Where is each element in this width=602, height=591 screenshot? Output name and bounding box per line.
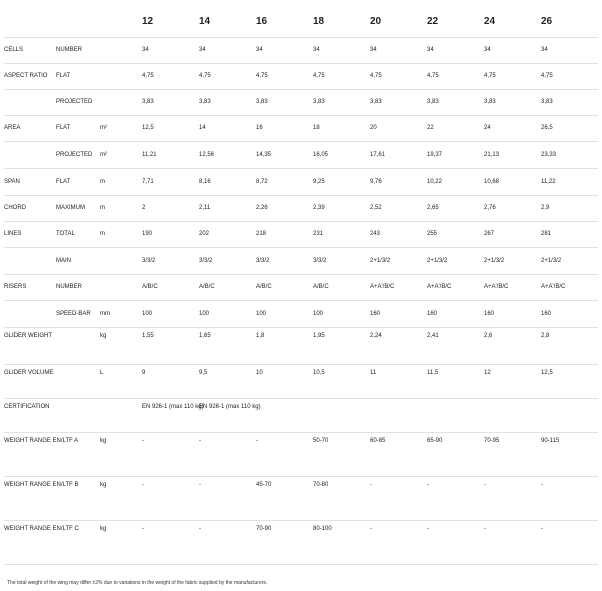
table-cell: 12,56 [199, 142, 256, 169]
row-sub-label: NUMBER [56, 38, 98, 64]
table-cell: 3,83 [370, 90, 427, 116]
table-cell: 10,68 [484, 169, 541, 196]
table-cell: 4,75 [142, 64, 199, 90]
table-cell: 90-115 [541, 433, 598, 477]
table-cell: A/B/C [199, 275, 256, 301]
table-row [4, 222, 598, 248]
row-group-label [4, 142, 56, 169]
table-cell: 281 [541, 222, 598, 248]
table-cell: 10 [256, 365, 313, 399]
table-cell: - [142, 521, 199, 565]
table-cell: - [484, 477, 541, 521]
row-unit: kg [98, 521, 142, 565]
table-cell: 3/3/2 [199, 248, 256, 275]
table-cell: 4,75 [199, 64, 256, 90]
table-cell: 3,83 [142, 90, 199, 116]
table-cell: 1,55 [142, 328, 199, 365]
table-cell: 2 [142, 196, 199, 222]
table-cell: 34 [199, 38, 256, 64]
table-cell: 17,61 [370, 142, 427, 169]
table-row [4, 328, 598, 365]
table-row [4, 142, 598, 169]
header-spacer [56, 3, 98, 38]
row-group-label: CERTIFICATION [4, 399, 56, 433]
table-cell: - [199, 477, 256, 521]
row-group-label [4, 301, 56, 328]
row-group-label: WEIGHT RANGE EN/LTF C [4, 521, 56, 565]
table-cell: 8,16 [199, 169, 256, 196]
row-group-label: ASPECT RATIO [4, 64, 56, 90]
table-cell: 21,13 [484, 142, 541, 169]
table-cell: 3,83 [256, 90, 313, 116]
table-row [4, 116, 598, 142]
row-group-label: RISERS [4, 275, 56, 301]
table-cell: 2,39 [313, 196, 370, 222]
table-cell: 160 [484, 301, 541, 328]
table-row [4, 38, 598, 64]
table-cell: 50-70 [313, 433, 370, 477]
table-cell: 2+1/3/2 [370, 248, 427, 275]
row-group-label: SPAN [4, 169, 56, 196]
table-cell [313, 399, 370, 433]
table-row [4, 248, 598, 275]
table-cell: 34 [313, 38, 370, 64]
row-sub-label: SPEED-BAR [56, 301, 98, 328]
table-cell: 160 [427, 301, 484, 328]
table-cell: 100 [256, 301, 313, 328]
row-unit: m [98, 196, 142, 222]
table-cell: 18 [313, 116, 370, 142]
row-group-label: CELLS [4, 38, 56, 64]
header-spacer [98, 3, 142, 38]
table-cell: A/B/C [313, 275, 370, 301]
size-header: 16 [256, 3, 313, 38]
table-cell: 3,83 [427, 90, 484, 116]
table-cell: 34 [484, 38, 541, 64]
table-cell: 12 [484, 365, 541, 399]
table-cell: 70-90 [256, 521, 313, 565]
table-cell: 3,83 [484, 90, 541, 116]
table-cell [370, 399, 427, 433]
table-cell: 218 [256, 222, 313, 248]
table-cell: 26,5 [541, 116, 598, 142]
table-cell: 2,65 [427, 196, 484, 222]
table-cell: 11,5 [427, 365, 484, 399]
table-cell: 65-90 [427, 433, 484, 477]
row-unit [98, 64, 142, 90]
size-header: 22 [427, 3, 484, 38]
row-unit: kg [98, 477, 142, 521]
row-sub-label: FLAT [56, 64, 98, 90]
table-row [4, 399, 598, 433]
table-cell: 12,5 [541, 365, 598, 399]
row-sub-label: MAXIMUM [56, 196, 98, 222]
row-unit: m² [98, 116, 142, 142]
table-cell: 2,9 [541, 196, 598, 222]
table-cell: 11,22 [541, 169, 598, 196]
size-header: 18 [313, 3, 370, 38]
row-sub-label [56, 365, 98, 399]
table-cell: - [541, 521, 598, 565]
table-cell: 4,75 [541, 64, 598, 90]
table-cell: 60-85 [370, 433, 427, 477]
row-unit: m [98, 169, 142, 196]
table-cell: 80-100 [313, 521, 370, 565]
row-group-label: GLIDER WEIGHT [4, 328, 56, 365]
table-cell: - [370, 521, 427, 565]
table-cell: 255 [427, 222, 484, 248]
table-row [4, 301, 598, 328]
row-unit: mm [98, 301, 142, 328]
table-cell: 23,33 [541, 142, 598, 169]
table-cell: 2+1/3/2 [484, 248, 541, 275]
row-sub-label [56, 328, 98, 365]
table-cell: 3/3/2 [313, 248, 370, 275]
table-cell: - [256, 433, 313, 477]
table-cell: 160 [541, 301, 598, 328]
table-cell: 10,5 [313, 365, 370, 399]
table-cell: - [541, 477, 598, 521]
table-cell: 243 [370, 222, 427, 248]
table-row [4, 64, 598, 90]
table-cell: - [427, 477, 484, 521]
table-cell: 267 [484, 222, 541, 248]
table-cell: 202 [199, 222, 256, 248]
table-cell [484, 399, 541, 433]
row-sub-label: PROJECTED [56, 90, 98, 116]
table-row [4, 365, 598, 399]
table-cell: 2,41 [427, 328, 484, 365]
table-cell: 1,8 [256, 328, 313, 365]
table-cell: 4,75 [313, 64, 370, 90]
table-cell: 16,05 [313, 142, 370, 169]
footnote: The total weight of the wing may differ ±2% due to variations in the weight of the fabric supplied by the manufacturers. [7, 580, 268, 586]
table-cell: 2,8 [541, 328, 598, 365]
table-cell: 20 [370, 116, 427, 142]
table-row [4, 477, 598, 521]
table-cell: 24 [484, 116, 541, 142]
row-unit [98, 90, 142, 116]
table-cell: - [484, 521, 541, 565]
size-header: 12 [142, 3, 199, 38]
table-cell: 4,75 [427, 64, 484, 90]
table-cell: 3/3/2 [256, 248, 313, 275]
table-cell: 1,95 [313, 328, 370, 365]
table-cell: - [370, 477, 427, 521]
table-cell: 12,5 [142, 116, 199, 142]
table-cell: EN 926-1 (max 110 kg) [199, 399, 256, 433]
table-row [4, 90, 598, 116]
table-cell: 2,24 [370, 328, 427, 365]
row-unit [98, 248, 142, 275]
size-header: 20 [370, 3, 427, 38]
row-sub-label [56, 399, 98, 433]
table-cell: 34 [256, 38, 313, 64]
table-cell: 231 [313, 222, 370, 248]
row-unit: m [98, 222, 142, 248]
row-sub-label: NUMBER [56, 275, 98, 301]
table-cell: A+A'/B/C [370, 275, 427, 301]
table-cell: 70-80 [313, 477, 370, 521]
row-sub-label: TOTAL [56, 222, 98, 248]
table-cell: 34 [370, 38, 427, 64]
row-group-label: WEIGHT RANGE EN/LTF A [4, 433, 56, 477]
table-cell: 2+1/3/2 [541, 248, 598, 275]
table-cell: - [427, 521, 484, 565]
table-cell: - [199, 521, 256, 565]
table-cell: 100 [313, 301, 370, 328]
table-cell: 34 [142, 38, 199, 64]
table-cell: 2,76 [484, 196, 541, 222]
table-cell: 10,22 [427, 169, 484, 196]
table-cell: 45-70 [256, 477, 313, 521]
table-row [4, 169, 598, 196]
table-cell: 100 [142, 301, 199, 328]
table-cell: EN 926-1 (max 110 kg) [142, 399, 199, 433]
table-cell [427, 399, 484, 433]
table-cell: 7,71 [142, 169, 199, 196]
table-cell: 190 [142, 222, 199, 248]
header-spacer [4, 3, 56, 38]
table-cell: 8,72 [256, 169, 313, 196]
table-cell: 3,83 [541, 90, 598, 116]
size-header: 26 [541, 3, 598, 38]
row-sub-label: FLAT [56, 169, 98, 196]
table-cell: 100 [199, 301, 256, 328]
table-cell: 160 [370, 301, 427, 328]
table-cell: A+A'/B/C [484, 275, 541, 301]
table-cell: A+A'/B/C [427, 275, 484, 301]
spec-table [4, 3, 598, 565]
table-cell: 14,35 [256, 142, 313, 169]
table-cell: 9,5 [199, 365, 256, 399]
table-cell: A/B/C [256, 275, 313, 301]
row-group-label: LINES [4, 222, 56, 248]
table-cell: 9 [142, 365, 199, 399]
spec-body [4, 38, 598, 565]
table-cell [256, 399, 313, 433]
row-sub-label: PROJECTED [56, 142, 98, 169]
table-cell: - [142, 433, 199, 477]
row-unit [98, 275, 142, 301]
table-cell: 2,26 [256, 196, 313, 222]
table-cell: 2,52 [370, 196, 427, 222]
table-cell: 9,76 [370, 169, 427, 196]
size-header: 24 [484, 3, 541, 38]
table-cell: 2,6 [484, 328, 541, 365]
row-unit: m² [98, 142, 142, 169]
row-sub-label: FLAT [56, 116, 98, 142]
table-cell [541, 399, 598, 433]
table-cell: 4,75 [484, 64, 541, 90]
table-cell: 9,25 [313, 169, 370, 196]
table-cell: A+A'/B/C [541, 275, 598, 301]
row-unit: kg [98, 433, 142, 477]
table-cell: 34 [541, 38, 598, 64]
row-unit: L [98, 365, 142, 399]
table-cell: 19,37 [427, 142, 484, 169]
row-group-label: WEIGHT RANGE EN/LTF B [4, 477, 56, 521]
row-group-label: AREA [4, 116, 56, 142]
row-group-label: CHORD [4, 196, 56, 222]
size-header-row [4, 3, 598, 38]
table-cell: 3/3/2 [142, 248, 199, 275]
size-header: 14 [199, 3, 256, 38]
table-row [4, 521, 598, 565]
table-cell: 11,21 [142, 142, 199, 169]
row-unit [98, 38, 142, 64]
table-cell: 2+1/3/2 [427, 248, 484, 275]
table-cell: 16 [256, 116, 313, 142]
row-group-label [4, 248, 56, 275]
table-row [4, 196, 598, 222]
table-cell: 14 [199, 116, 256, 142]
table-cell: A/B/C [142, 275, 199, 301]
row-unit: kg [98, 328, 142, 365]
table-row [4, 433, 598, 477]
table-cell: - [142, 477, 199, 521]
table-cell: 2,11 [199, 196, 256, 222]
table-cell: 4,75 [370, 64, 427, 90]
table-cell: 4,75 [256, 64, 313, 90]
table-cell: 3,83 [313, 90, 370, 116]
row-sub-label: MAIN [56, 248, 98, 275]
table-cell: 3,83 [199, 90, 256, 116]
table-cell: 70-95 [484, 433, 541, 477]
row-group-label [4, 90, 56, 116]
table-cell: - [199, 433, 256, 477]
row-unit [98, 399, 142, 433]
table-cell: 1,65 [199, 328, 256, 365]
table-cell: 22 [427, 116, 484, 142]
table-cell: 34 [427, 38, 484, 64]
row-group-label: GLIDER VOLUME [4, 365, 56, 399]
table-cell: 11 [370, 365, 427, 399]
table-row [4, 275, 598, 301]
